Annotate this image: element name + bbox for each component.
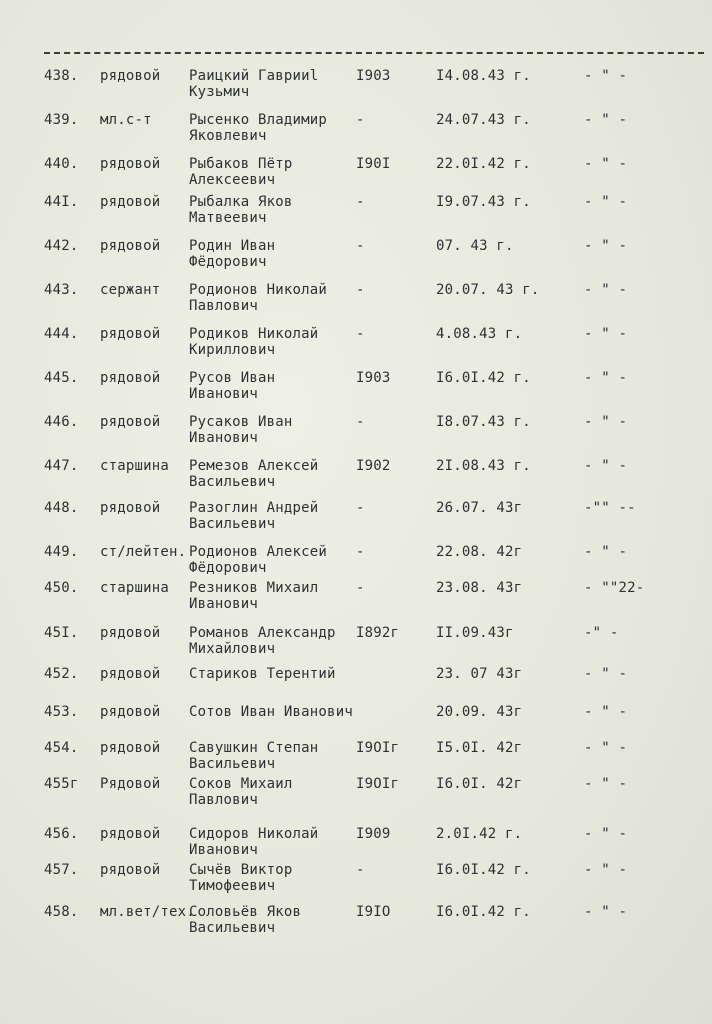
table-row — [0, 904, 712, 944]
ditto-mark: - " - — [584, 740, 628, 756]
entry-number: 449. — [44, 544, 79, 560]
surname-given-name: Рыбалка Яков — [189, 194, 293, 210]
birth-year: I9ОIг — [356, 776, 400, 792]
surname-given-name: Романов Александр — [189, 625, 336, 641]
date: 23. 07 43г — [436, 666, 523, 682]
table-row — [0, 544, 712, 584]
date: 20.09. 43г — [436, 704, 523, 720]
ditto-mark: - ""22- — [584, 580, 645, 596]
patronymic: Фёдорович — [189, 254, 267, 270]
ditto-mark: - " - — [584, 666, 628, 682]
entry-number: 439. — [44, 112, 79, 128]
table-row — [0, 704, 712, 744]
ditto-mark: - " - — [584, 112, 628, 128]
entry-number: 444. — [44, 326, 79, 342]
patronymic: Михайлович — [189, 641, 276, 657]
date: 23.08. 43г — [436, 580, 523, 596]
full-name — [189, 776, 293, 808]
ditto-mark: - " - — [584, 370, 628, 386]
table-row — [0, 112, 712, 152]
date: 2I.08.43 г. — [436, 458, 531, 474]
entry-number: 457. — [44, 862, 79, 878]
full-name — [189, 68, 318, 100]
surname-given-name: Ремезов Алексей — [189, 458, 319, 474]
table-row — [0, 326, 712, 366]
ditto-mark: - " - — [584, 826, 628, 842]
ditto-mark: - " - — [584, 704, 628, 720]
table-row — [0, 156, 712, 196]
surname-given-name: Соков Михаил — [189, 776, 293, 792]
military-rank: мл.вет/тех. — [100, 904, 195, 920]
birth-year: - — [356, 194, 365, 210]
birth-year: - — [356, 282, 365, 298]
military-rank: рядовой — [100, 414, 161, 430]
military-rank: старшина — [100, 458, 170, 474]
full-name — [189, 740, 318, 772]
patronymic: Иванович — [189, 386, 259, 402]
birth-year: - — [356, 580, 365, 596]
surname-given-name: Соловьёв Яков — [189, 904, 302, 920]
surname-given-name: Родионов Алексей — [189, 544, 328, 560]
entry-number: 446. — [44, 414, 79, 430]
entry-number: 443. — [44, 282, 79, 298]
date: II.09.43г — [436, 625, 514, 641]
military-rank: мл.с-т — [100, 112, 152, 128]
birth-year: I903 — [356, 68, 391, 84]
ditto-mark: -"" -- — [584, 500, 636, 516]
date: I9.07.43 г. — [436, 194, 531, 210]
full-name — [189, 826, 318, 858]
date: I6.0I. 42г — [436, 776, 523, 792]
full-name — [189, 625, 336, 657]
surname-given-name: Родиков Николай — [189, 326, 319, 342]
birth-year: I892г — [356, 625, 400, 641]
date: 4.08.43 г. — [436, 326, 523, 342]
date: I6.0I.42 г. — [436, 370, 531, 386]
full-name — [189, 112, 327, 144]
surname-given-name: Сидоров Николай — [189, 826, 319, 842]
patronymic: Васильевич — [189, 920, 276, 936]
full-name — [189, 704, 353, 720]
patronymic: Иванович — [189, 842, 259, 858]
surname-given-name: Стариков Терентий — [189, 666, 336, 682]
table-row — [0, 666, 712, 706]
table-row — [0, 414, 712, 454]
birth-year: - — [356, 500, 365, 516]
patronymic: Павлович — [189, 792, 259, 808]
date: I6.0I.42 г. — [436, 904, 531, 920]
ditto-mark: - " - — [584, 238, 628, 254]
date: 26.07. 43г — [436, 500, 523, 516]
military-rank: ст/лейтен. — [100, 544, 187, 560]
ditto-mark: - " - — [584, 544, 628, 560]
military-rank: рядовой — [100, 370, 161, 386]
ditto-mark: - " - — [584, 194, 628, 210]
full-name — [189, 500, 318, 532]
date: I6.0I.42 г. — [436, 862, 531, 878]
military-rank: рядовой — [100, 238, 161, 254]
military-rank: сержант — [100, 282, 161, 298]
surname-given-name: Раицкий Гаврииl — [189, 68, 319, 84]
surname-given-name: Рысенко Владимир — [189, 112, 328, 128]
military-rank: рядовой — [100, 68, 161, 84]
surname-given-name: Русаков Иван — [189, 414, 293, 430]
military-rank: рядовой — [100, 500, 161, 516]
date: 22.08. 42г — [436, 544, 523, 560]
table-row — [0, 740, 712, 780]
entry-number: 447. — [44, 458, 79, 474]
patronymic: Алексеевич — [189, 172, 276, 188]
entry-number: 456. — [44, 826, 79, 842]
ditto-mark: - " - — [584, 326, 628, 342]
birth-year: I9IO — [356, 904, 391, 920]
birth-year: - — [356, 544, 365, 560]
birth-year: I902 — [356, 458, 391, 474]
table-row — [0, 500, 712, 540]
birth-year: - — [356, 862, 365, 878]
ditto-mark: - " - — [584, 282, 628, 298]
date: 2.0I.42 г. — [436, 826, 523, 842]
entry-number: 44I. — [44, 194, 79, 210]
date: 20.07. 43 г. — [436, 282, 540, 298]
date: I4.08.43 г. — [436, 68, 531, 84]
table-row — [0, 580, 712, 620]
birth-year: - — [356, 238, 365, 254]
patronymic: Кузьмич — [189, 84, 250, 100]
ditto-mark: - " - — [584, 68, 628, 84]
ditto-mark: - " - — [584, 862, 628, 878]
surname-given-name: Рыбаков Пётр — [189, 156, 293, 172]
patronymic: Фёдорович — [189, 560, 267, 576]
ditto-mark: - " - — [584, 458, 628, 474]
surname-given-name: Русов Иван — [189, 370, 276, 386]
full-name — [189, 544, 327, 576]
table-row — [0, 625, 712, 665]
dashed-divider — [44, 52, 704, 54]
birth-year: I9ОIг — [356, 740, 400, 756]
patronymic: Яковлевич — [189, 128, 267, 144]
patronymic: Иванович — [189, 430, 259, 446]
ditto-mark: -" - — [584, 625, 619, 641]
entry-number: 454. — [44, 740, 79, 756]
ditto-mark: - " - — [584, 776, 628, 792]
patronymic: Иванович — [189, 596, 259, 612]
surname-given-name: Родин Иван — [189, 238, 276, 254]
table-row — [0, 282, 712, 322]
ditto-mark: - " - — [584, 904, 628, 920]
full-name — [189, 282, 327, 314]
ditto-mark: - " - — [584, 156, 628, 172]
entry-number: 455г — [44, 776, 79, 792]
birth-year: - — [356, 112, 365, 128]
table-row — [0, 370, 712, 410]
patronymic: Васильевич — [189, 474, 276, 490]
surname-given-name: Родионов Николай — [189, 282, 328, 298]
entry-number: 445. — [44, 370, 79, 386]
full-name — [189, 326, 318, 358]
full-name — [189, 904, 301, 936]
military-rank: рядовой — [100, 704, 161, 720]
table-row — [0, 68, 712, 108]
surname-given-name: Сотов Иван Иванович — [189, 704, 353, 720]
birth-year: I903 — [356, 370, 391, 386]
table-row — [0, 194, 712, 234]
military-rank: рядовой — [100, 826, 161, 842]
full-name — [189, 580, 318, 612]
date: 24.07.43 г. — [436, 112, 531, 128]
date: I8.07.43 г. — [436, 414, 531, 430]
entry-number: 453. — [44, 704, 79, 720]
full-name — [189, 666, 336, 682]
full-name — [189, 370, 275, 402]
military-rank: рядовой — [100, 194, 161, 210]
full-name — [189, 156, 293, 188]
date: I5.0I. 42г — [436, 740, 523, 756]
patronymic: Васильевич — [189, 756, 276, 772]
entry-number: 442. — [44, 238, 79, 254]
surname-given-name: Савушкин Степан — [189, 740, 319, 756]
entry-number: 438. — [44, 68, 79, 84]
full-name — [189, 458, 318, 490]
military-rank: рядовой — [100, 625, 161, 641]
table-row — [0, 776, 712, 816]
patronymic: Павлович — [189, 298, 259, 314]
patronymic: Кириллович — [189, 342, 276, 358]
full-name — [189, 414, 293, 446]
birth-year: I90I — [356, 156, 391, 172]
surname-given-name: Разоглин Андрей — [189, 500, 319, 516]
ditto-mark: - " - — [584, 414, 628, 430]
surname-given-name: Резников Михаил — [189, 580, 319, 596]
full-name — [189, 194, 293, 226]
patronymic: Тимофеевич — [189, 878, 276, 894]
table-row — [0, 862, 712, 902]
entry-number: 458. — [44, 904, 79, 920]
table-row — [0, 238, 712, 278]
entry-number: 45I. — [44, 625, 79, 641]
surname-given-name: Сычёв Виктор — [189, 862, 293, 878]
full-name — [189, 862, 293, 894]
military-rank: рядовой — [100, 740, 161, 756]
entry-number: 448. — [44, 500, 79, 516]
military-rank: старшина — [100, 580, 170, 596]
military-rank: рядовой — [100, 666, 161, 682]
full-name — [189, 238, 275, 270]
entry-number: 440. — [44, 156, 79, 172]
patronymic: Васильевич — [189, 516, 276, 532]
patronymic: Матвеевич — [189, 210, 267, 226]
military-rank: Рядовой — [100, 776, 161, 792]
entry-number: 450. — [44, 580, 79, 596]
birth-year: - — [356, 326, 365, 342]
birth-year: - — [356, 414, 365, 430]
military-rank: рядовой — [100, 326, 161, 342]
date: 22.0I.42 г. — [436, 156, 531, 172]
entry-number: 452. — [44, 666, 79, 682]
military-rank: рядовой — [100, 156, 161, 172]
table-row — [0, 458, 712, 498]
birth-year: I909 — [356, 826, 391, 842]
table-row — [0, 826, 712, 866]
date: 07. 43 г. — [436, 238, 514, 254]
military-rank: рядовой — [100, 862, 161, 878]
